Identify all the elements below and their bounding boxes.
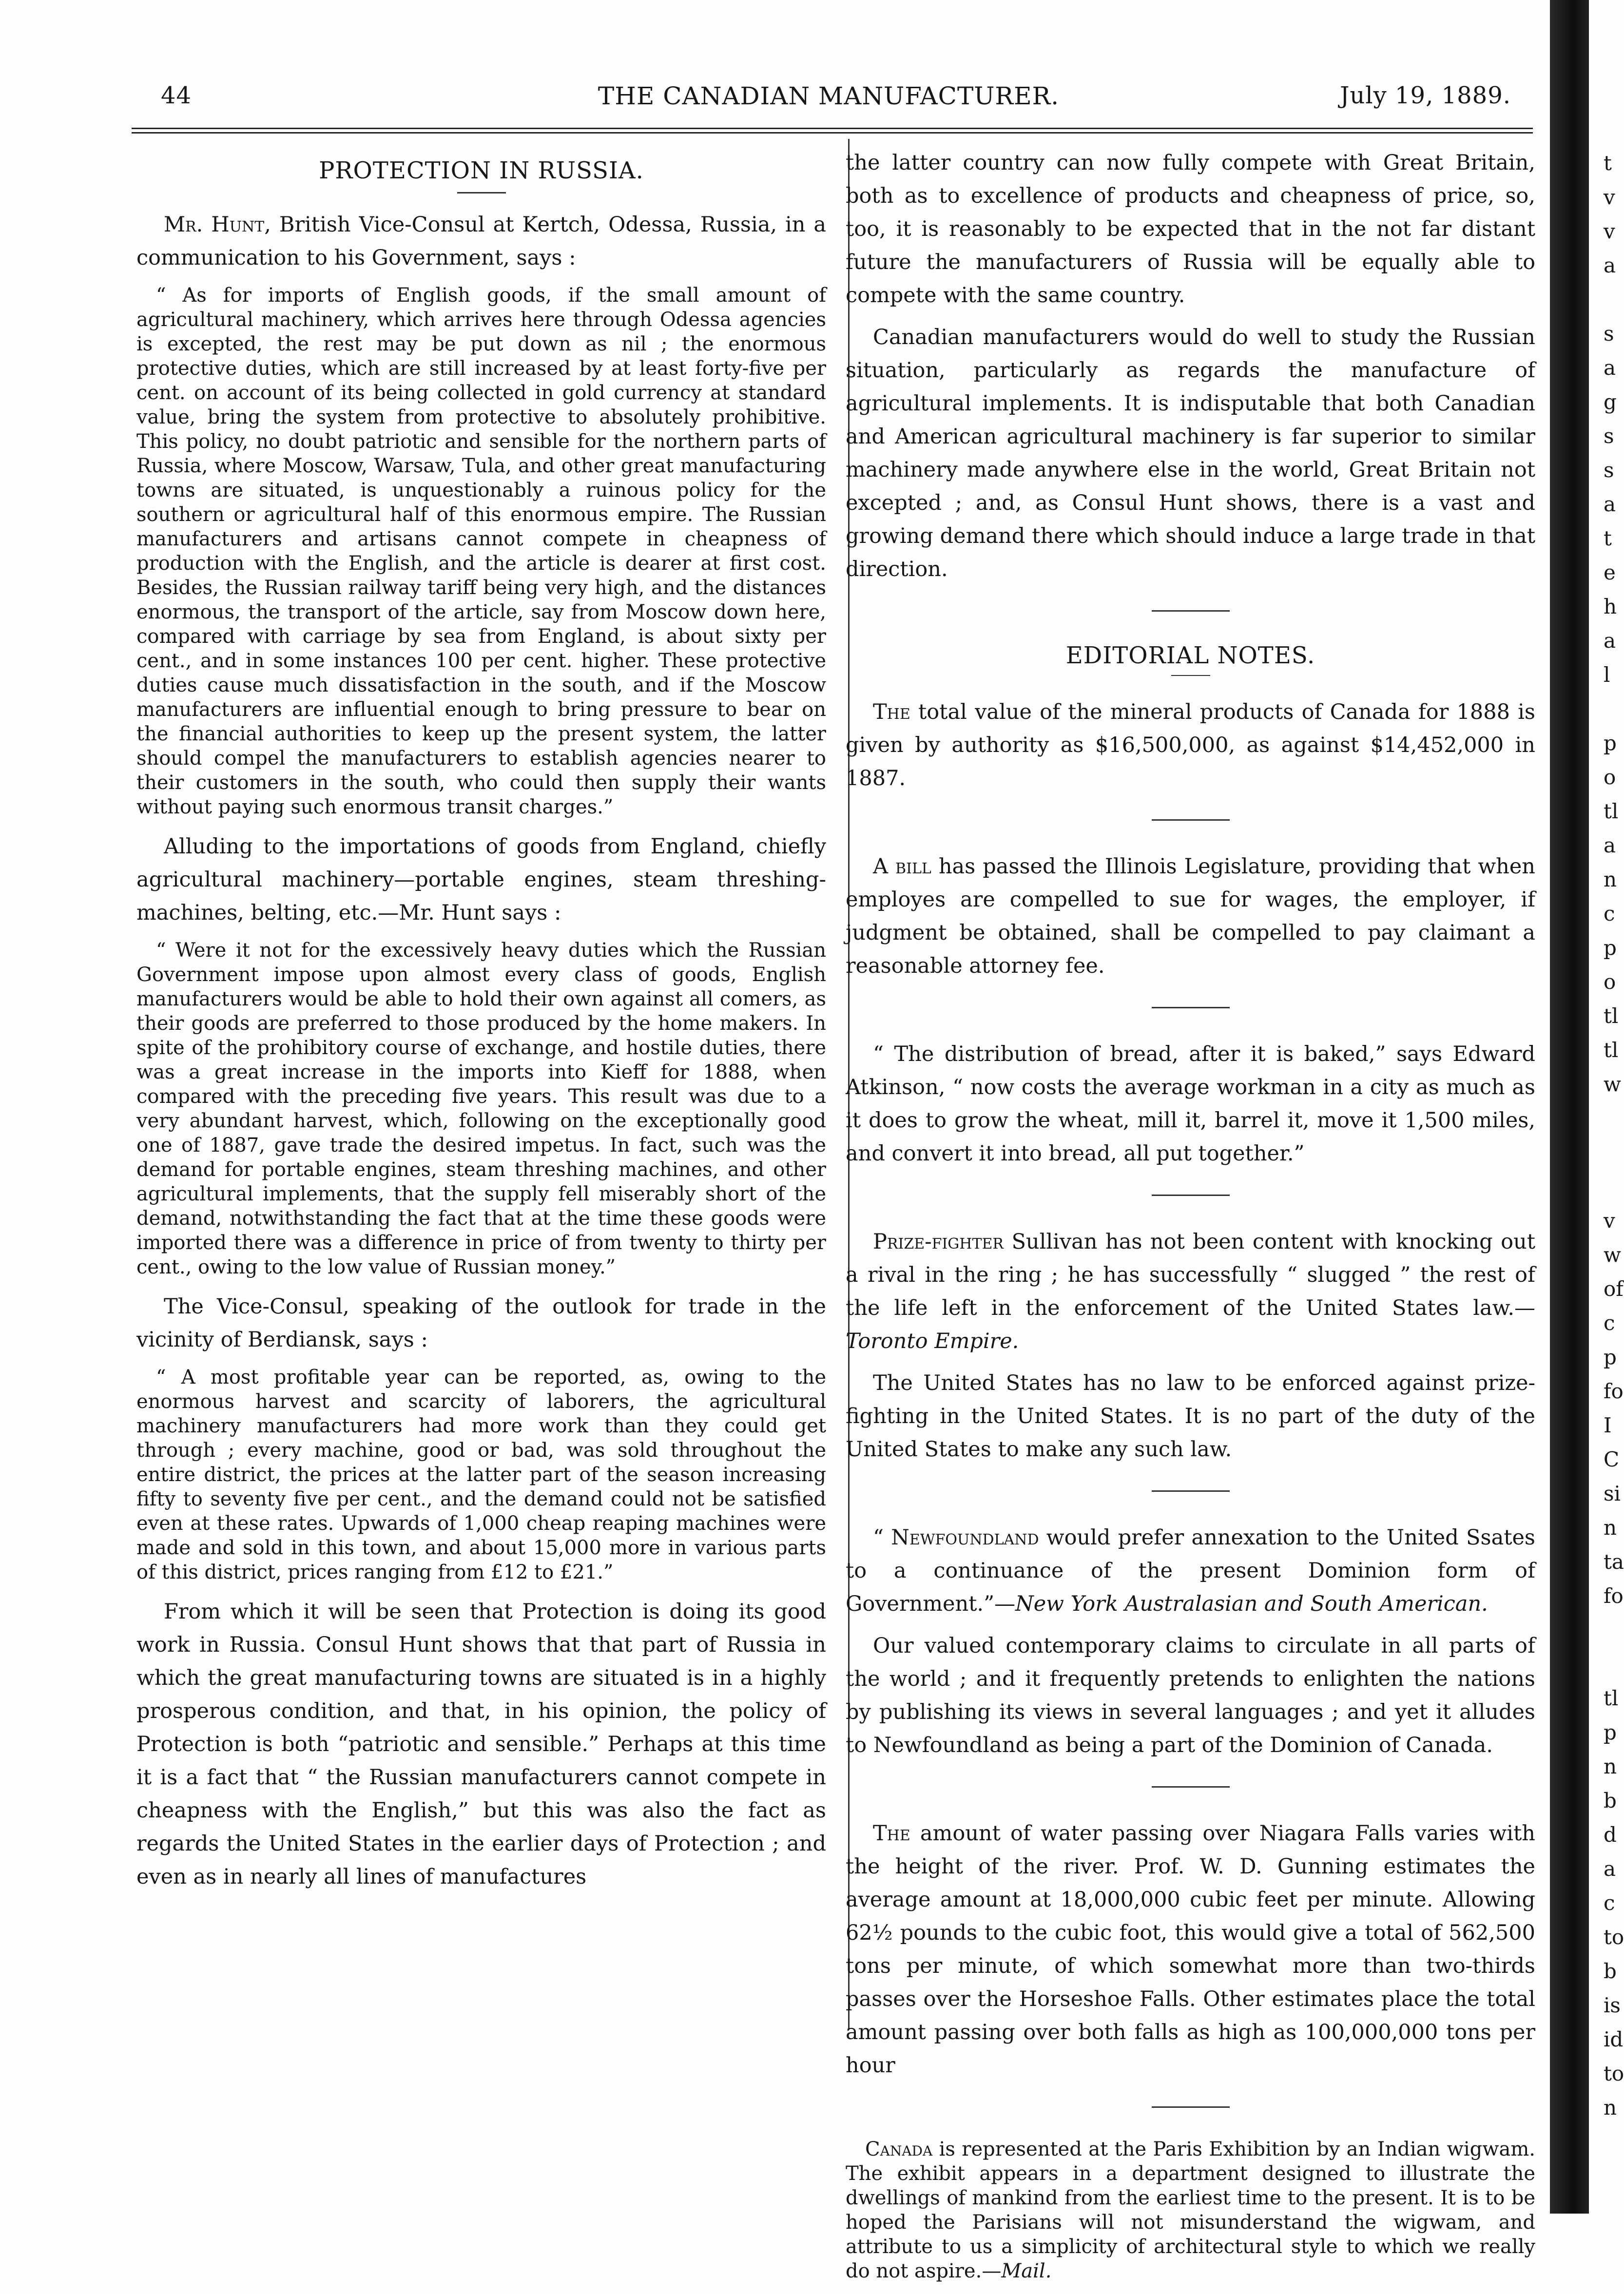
edge-fragment: fo [1604,1584,1624,1608]
note-lead: The [873,700,910,724]
edge-fragment: o [1604,970,1616,994]
note-lead: A bill [873,854,931,879]
edge-fragment: n [1604,2096,1617,2120]
edge-fragment: g [1604,390,1617,414]
editorial-notes-heading: EDITORIAL NOTES. [1065,642,1315,669]
edge-fragment: v [1604,1209,1615,1233]
quote-berdiansk: “ A most profitable year can be reported, as, owing to the enormous harvest and scarcity of laborers, the agricultural machinery manufacturers had more work than they could get through ; every machine, good or bad, was sold throughout the entire district, the prices at the latter part of the season increasing fifty to seventy five per cent., and the demand could not be satisfied even at these rates. Upwards of 1,000 cheap reaping machines were made and sold in this town, and about 15,000 more in various parts of this district, prices ranging from £12 to £21.” [136,1366,826,1583]
article-continuation: the latter country can now fully compete with Great Britain, both as to excellence of products and cheapness of price, so, too, it is reasonably to be expected that in the not far distant future the manufacturers of Russia will be equally able to compete with the same country. [846,151,1535,308]
edge-fragment: t [1604,526,1612,550]
edge-fragment [1604,1647,1621,1681]
edge-fragment: to [1604,2062,1624,2085]
edge-fragment: s [1604,322,1614,346]
note-credit: Mail. [1001,2260,1052,2282]
heading-rule [457,192,506,193]
note-rule [1152,819,1230,821]
note-lead: Canada [865,2138,933,2160]
masthead-title: THE CANADIAN MANUFACTURER. [598,82,1060,110]
edge-fragment: si [1604,1482,1621,1505]
edge-fragment [1604,1101,1621,1136]
edge-fragment: tl [1604,1004,1619,1028]
note-mineral-products [846,695,1535,795]
note-paris-exhibition [846,2137,1535,2283]
page-binding-shadow [1550,0,1589,2214]
edge-fragment: c [1604,1891,1615,1915]
article-heading-protection-in-russia: PROTECTION IN RUSSIA. [319,157,644,184]
facing-page-edge-fragments [1604,146,1624,2125]
paragraph-canadian-manufacturers: Canadian manufacturers would do well to study the Russian situation, particularly as regards the manufacture of agricultural implements. It is indisputable that both Canadian and American agricultural machinery is far superior to similar machinery made anywhere else in the world, Great Britain not excepted ; and, as Consul Hunt shows, there is a vast and growing demand there which should induce a large trade in that direction. [846,325,1535,581]
edge-fragment: is [1604,1993,1621,2017]
edge-fragment: d [1604,1823,1617,1847]
edge-fragment: n [1604,1754,1617,1778]
edge-fragment: I [1604,1413,1612,1437]
edge-fragment: tl [1604,1038,1619,1062]
note-prize-fighter [846,1225,1535,1358]
edge-fragment: t [1604,151,1612,175]
edge-fragment: n [1604,1516,1617,1540]
note-newfoundland [846,1521,1535,1620]
note-lead: The [873,1821,910,1846]
section-rule [1152,610,1230,612]
note-prize-fighter-reply: The United States has no law to be enforced against prize-fighting in the United States. It is no part of the duty of the United States to make any such law. [846,1371,1535,1462]
page-number: 44 [161,82,192,109]
edge-fragment: tl [1604,799,1619,823]
edge-fragment: a [1604,629,1616,653]
note-bread-distribution: “ The distribution of bread, after it is baked,” says Edward Atkinson, “ now costs the average workman in a city as much as it does to grow the wheat, mill it, barrel it, move it 1,500 miles, and convert it into bread, all put together.” [846,1042,1535,1166]
paragraph-vice-consul: The Vice-Consul, speaking of the outlook for trade in the vicinity of Berdiansk, says : [136,1294,826,1352]
edge-fragment: h [1604,595,1617,618]
edge-fragment: of [1604,1277,1624,1301]
note-lead: “ Newfoundland [873,1525,1039,1550]
header-double-rule [132,128,1533,134]
edge-fragment: C [1604,1447,1620,1471]
note-rule [1152,1007,1230,1008]
edge-fragment: to [1604,1925,1624,1949]
edge-fragment: p [1604,1345,1617,1369]
edge-fragment [1604,1136,1621,1170]
edge-fragment: a [1604,356,1616,380]
edge-fragment: ta [1604,1550,1624,1574]
quote-imports: “ As for imports of English goods, if the small amount of agricultural machinery, which arrives here through Odessa agencies is excepted, the rest may be put down as nil ; the enormous protective duties, which are still increased by at least forty-five per cent. on account of its being collected in gold currency at standard value, bring the system from protective to absolutely prohibitive. This policy, no doubt patriotic and sensible for the northern parts of Russia, where Moscow, Warsaw, Tula, and other great manufacturing towns are situated, is unquestionably a ruinous policy for the southern or agricultural half of this enormous empire. The Russian manufacturers and artisans cannot compete in cheapness of production with the English, and the article is dearer at first cost. Besides, the Russian railway tariff being very high, and the distances enormous, the transport of the article, say from Moscow down here, compared with carriage by sea from England, is about sixty per cent., and in some instances 100 per cent. higher. These protective duties cause much dissatisfaction in the south, and if the Moscow manufacturers are influential enough to bring pressure to bear on the financial authorities to keep up the present system, the latter should compel the manufacturers to establish agencies nearer to their customers in the south, who could then supply their wants without paying such enormous transit charges.” [136,284,826,818]
edge-fragment: b [1604,1959,1617,1983]
intro-text: British Vice-Consul at Kertch, Odessa, Russia, in a communication to his Government, says : [136,212,826,270]
edge-fragment: a [1604,1857,1616,1881]
note-text: amount of water passing over Niagara Falls varies with the height of the river. Prof. W. D. Gunning estimates the average amount at 18,000,000 cubic feet per minute. Allowing 62½ pounds to the cubic foot, this would give a total of 562,500 tons per minute, of which somewhat more than two-thirds passes over the Horseshoe Falls. Other estimates place the total amount passing over both falls as high as 100,000,000 tons per hour [846,1821,1535,2078]
quote-heavy-duties: “ Were it not for the excessively heavy duties which the Russian Government impose upon almost every class of goods, English manufacturers would be able to hold their own against all comers, as their goods are preferred to those produced by the home makers. In spite of the prohibitory course of exchange, and hostile duties, there was a great increase in the imports into Kieff for 1888, when compared with the preceding five years. This result was due to a very abundant harvest, which, following on the exceptionally good one of 1887, gave trade the desired impetus. In fact, such was the demand for portable engines, steam threshing machines, and other agricultural implements, that the supply fell miserably short of the demand, notwithstanding the fact that at the time these goods were imported there was a difference in price of from twenty to thirty per cent., owing to the low value of Russian money.” [136,939,826,1278]
note-rule [1152,1195,1230,1196]
edge-fragment: c [1604,902,1615,925]
intro-lead: Mr. Hunt, [164,212,271,237]
note-text: would prefer annexation to the United Ssates to a continuance of the present Dominion form of Government.”— [846,1525,1535,1616]
paragraph-alluding: Alluding to the importations of goods from England, chiefly agricultural machinery—portable engines, steam threshing-machines, belting, etc.—Mr. Hunt says : [136,834,826,925]
note-rule [1152,1786,1230,1788]
paragraph-conclusion: From which it will be seen that Protection is doing its good work in Russia. Consul Hunt shows that that part of Russia in which the great manufacturing towns are situated is in a highly prosperous condition, and that, in his opinion, the policy of Protection is both “patriotic and sensible.” Perhaps at this time it is a fact that “ the Russian manufacturers cannot compete in cheapness with the English,” but this was also the fact as regards the United States in the earlier days of Protection ; and even as in nearly all lines of manufactures [136,1600,826,1889]
edge-fragment: s [1604,424,1614,448]
note-newfoundland-reply: Our valued contemporary claims to circulate in all parts of the world ; and it frequently pretends to enlighten the nations by publishing its views in several languages ; and yet it alludes to Newfoundland as being a part of the Dominion of Canada. [846,1634,1535,1757]
edge-fragment: v [1604,185,1615,209]
edge-fragment [1604,283,1621,317]
edge-fragment: c [1604,1311,1615,1335]
note-credit: New York Australasian and South American. [1015,1592,1488,1616]
edge-fragment: v [1604,219,1615,243]
article-intro [136,208,826,274]
note-text: Sullivan has not been content with knocking out a rival in the ring ; he has successfully “ slugged ” the rest of the life left in the enforcement of the United States law.— [846,1230,1535,1320]
right-column [846,146,1535,2294]
edge-fragment: tl [1604,1686,1619,1710]
edge-fragment: p [1604,936,1617,960]
edge-fragment: p [1604,1720,1617,1744]
edge-fragment: a [1604,492,1616,516]
note-rule [1152,1490,1230,1492]
note-illinois-bill [846,850,1535,983]
edge-fragment: o [1604,765,1616,789]
edge-fragment: e [1604,560,1616,584]
left-column [136,146,826,1902]
edge-fragment [1604,1613,1621,1647]
note-lead: Prize-fighter [873,1230,1004,1254]
edge-fragment: a [1604,253,1616,277]
edge-fragment: fo [1604,1379,1624,1403]
note-niagara-falls [846,1817,1535,2082]
edge-fragment: p [1604,731,1617,755]
note-text: has passed the Illinois Legislature, providing that when employes are compelled to sue for wages, the employer, if judgment be obtained, shall be compelled to pay claimant a reasonable attorney fee. [846,854,1535,978]
edge-fragment: n [1604,867,1617,891]
edge-fragment: w [1604,1243,1621,1267]
editorial-heading-rule [1171,675,1210,676]
edge-fragment: s [1604,458,1614,482]
edge-fragment: b [1604,1789,1617,1812]
edge-fragment: w [1604,1072,1621,1096]
note-rule [1152,2106,1230,2108]
note-text: is represented at the Paris Exhibition by an Indian wigwam. The exhibit appears in a department designed to illustrate the dwellings of mankind from the earliest time to the present. It is to be hoped the Parisians will not misunderstand the wigwam, and attribute to us a simplicity of architectural style to which we really do not aspire.— [846,2138,1535,2282]
edge-fragment: l [1604,663,1610,687]
edge-fragment: a [1604,833,1616,857]
note-text: total value of the mineral products of Canada for 1888 is given by authority as $16,500,000, as against $14,452,000 in 1887. [846,700,1535,790]
note-credit: Toronto Empire. [846,1329,1019,1353]
edge-fragment [1604,692,1621,726]
issue-date: July 19, 1889. [1340,82,1511,109]
edge-fragment [1604,1170,1621,1204]
running-head [132,82,1526,126]
edge-fragment: id [1604,2027,1624,2051]
